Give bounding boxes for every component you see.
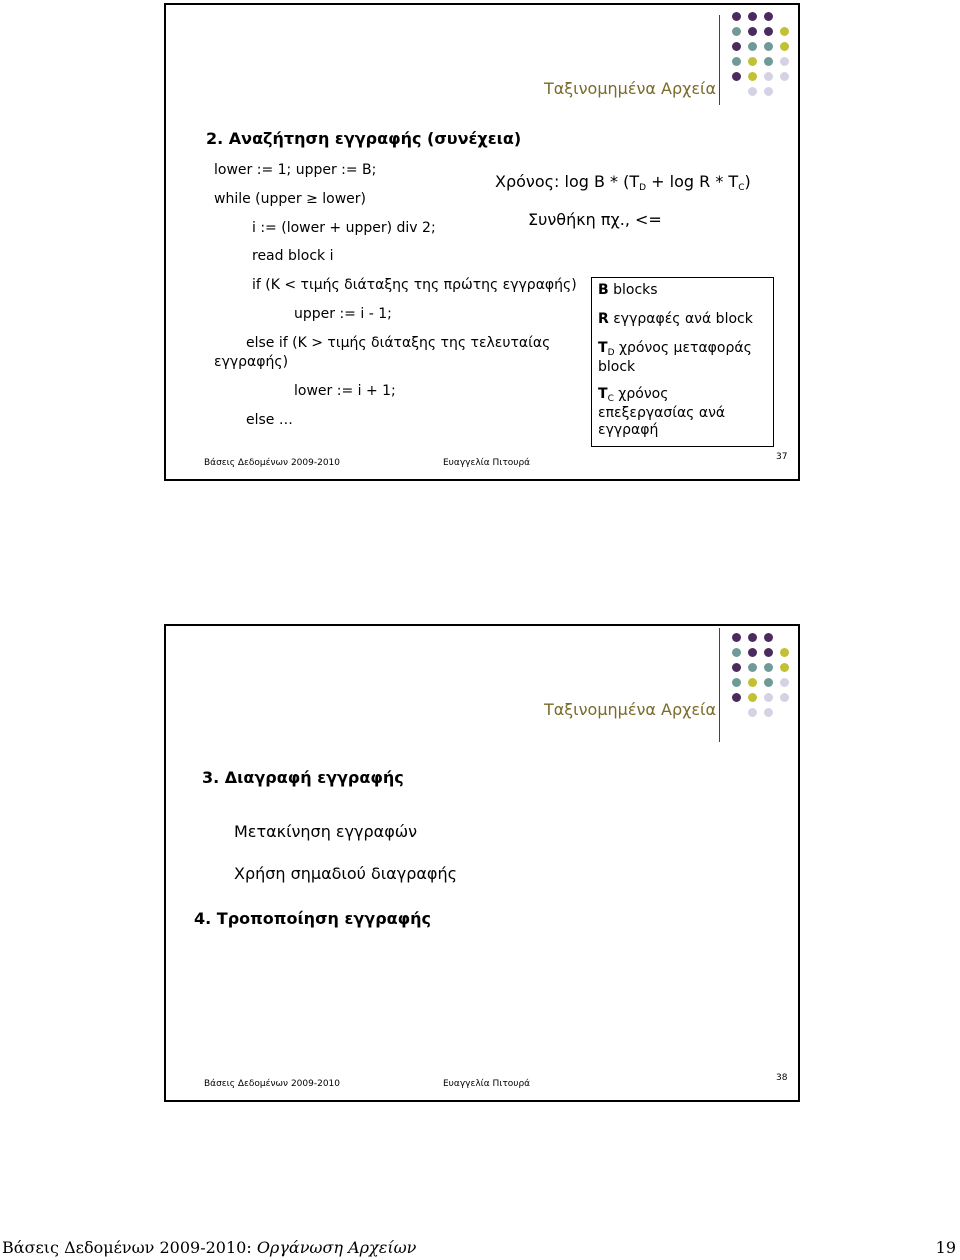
section-heading: 4. Τροποποίηση εγγραφής	[194, 909, 432, 928]
decorative-dot-icon	[748, 708, 757, 717]
decorative-dot-icon	[780, 72, 789, 81]
list-item: Χρήση σημαδιού διαγραφής	[234, 864, 457, 883]
footer-course-title: Βάσεις Δεδομένων 2009-2010: Οργάνωση Αρχείων	[2, 1238, 417, 1257]
section-heading: 3. Διαγραφή εγγραφής	[202, 768, 404, 787]
decorative-dot-icon	[764, 648, 773, 657]
code-line: while (upper ≥ lower)	[214, 191, 367, 207]
decorative-dot-icon	[748, 72, 757, 81]
decorative-dot-icon	[732, 678, 741, 687]
decorative-dot-icon	[732, 72, 741, 81]
page-number: 19	[935, 1238, 956, 1257]
slide-37	[164, 3, 800, 481]
slide-number: 37	[776, 452, 788, 462]
decorative-dot-icon	[764, 57, 773, 66]
title-divider	[719, 628, 720, 742]
section-heading: 2. Αναζήτηση εγγραφής (συνέχεια)	[206, 129, 522, 148]
code-line: else …	[246, 412, 293, 428]
code-line: read block i	[252, 248, 334, 264]
decorative-dot-icon	[780, 27, 789, 36]
decorative-dot-icon	[748, 693, 757, 702]
decorative-dot-icon	[748, 42, 757, 51]
code-line: lower := 1; upper := B;	[214, 162, 377, 178]
decorative-dot-icon	[732, 42, 741, 51]
decorative-dot-icon	[780, 693, 789, 702]
slide-number: 38	[776, 1073, 788, 1083]
decorative-dot-icon	[764, 12, 773, 21]
decorative-dot-icon	[748, 27, 757, 36]
decorative-dot-icon	[732, 663, 741, 672]
slide-38	[164, 624, 800, 1102]
decorative-dot-icon	[764, 708, 773, 717]
footer-author: Ευαγγελία Πιτουρά	[443, 458, 531, 468]
code-line: upper := i - 1;	[294, 306, 392, 322]
legend-r: R εγγραφές ανά block	[598, 311, 753, 327]
decorative-dot-icon	[732, 633, 741, 642]
decorative-dot-icon	[748, 87, 757, 96]
time-formula: Χρόνος: log B * (TD + log R * TC)	[495, 172, 751, 193]
decorative-dot-icon	[764, 678, 773, 687]
code-line: lower := i + 1;	[294, 383, 396, 399]
decorative-dot-icon	[732, 27, 741, 36]
code-line: else if (K > τιμής διάταξης της τελευταίας	[246, 335, 551, 351]
decorative-dot-icon	[780, 663, 789, 672]
decorative-dot-icon	[764, 663, 773, 672]
decorative-dot-icon	[780, 57, 789, 66]
legend-box	[591, 277, 774, 447]
decorative-dot-icon	[748, 57, 757, 66]
legend-b: B blocks	[598, 282, 658, 298]
footer-course: Βάσεις Δεδομένων 2009-2010	[204, 458, 340, 468]
decorative-dot-icon	[748, 648, 757, 657]
page-footer	[2, 1238, 958, 1260]
decorative-dot-icon	[780, 678, 789, 687]
code-line: εγγραφής)	[214, 354, 289, 370]
footer-course: Βάσεις Δεδομένων 2009-2010	[204, 1079, 340, 1089]
list-item: Μετακίνηση εγγραφών	[234, 822, 418, 841]
decorative-dot-icon	[732, 57, 741, 66]
decorative-dot-icon	[764, 27, 773, 36]
slide-title: Ταξινομημένα Αρχεία	[543, 700, 716, 719]
condition-note: Συνθήκη πχ., <=	[528, 210, 662, 229]
decorative-dot-icon	[764, 87, 773, 96]
decorative-dot-icon	[780, 648, 789, 657]
legend-td: $T_D$ χρόνος μεταφοράς block	[598, 340, 752, 375]
decorative-dot-icon	[732, 12, 741, 21]
code-line: if (K < τιμής διάταξης της πρώτης εγγραφής)	[252, 277, 577, 293]
decorative-dot-icon	[764, 72, 773, 81]
decorative-dot-icon	[780, 42, 789, 51]
footer-author: Ευαγγελία Πιτουρά	[443, 1079, 531, 1089]
slide-title: Ταξινομημένα Αρχεία	[543, 79, 716, 98]
decorative-dot-icon	[748, 633, 757, 642]
title-divider	[719, 15, 720, 105]
decorative-dot-icon	[764, 42, 773, 51]
decorative-dot-icon	[764, 633, 773, 642]
decorative-dot-icon	[748, 12, 757, 21]
decorative-dot-icon	[748, 678, 757, 687]
legend-tc: $T_C$ χρόνος επεξεργασίας ανά εγγραφή	[598, 386, 726, 438]
decorative-dot-icon	[732, 693, 741, 702]
decorative-dot-icon	[764, 693, 773, 702]
decorative-dot-icon	[732, 648, 741, 657]
decorative-dot-icon	[748, 663, 757, 672]
code-line: i := (lower + upper) div 2;	[252, 220, 436, 236]
